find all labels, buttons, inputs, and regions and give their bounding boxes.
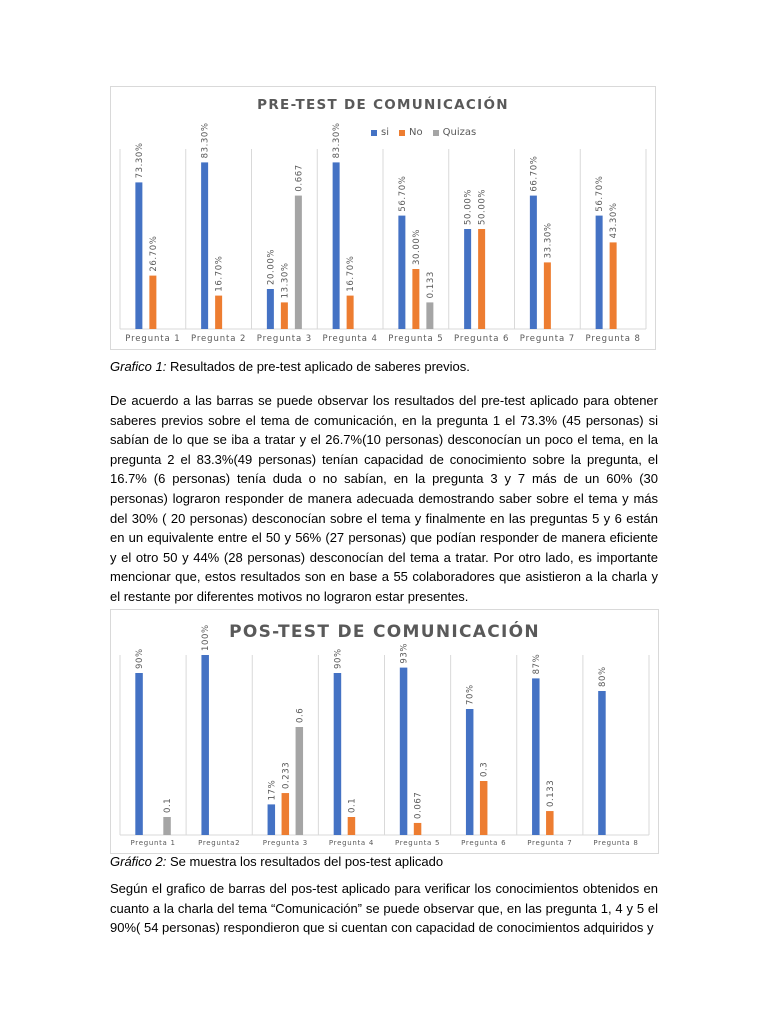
bar	[414, 823, 422, 835]
x-tick-label: Pregunta 8	[585, 334, 641, 344]
bar	[466, 709, 474, 835]
bar	[348, 817, 356, 835]
paragraph-1: De acuerdo a las barras se puede observar los resultados del pre-test aplicado para obtener saberes previos sobre el tema de comunicación, en la pregunta 1 el 73.3% (45 personas) si sabían de lo que se iba a tratar y el 26.7%(10 personas) desconocían un poco el tema, en la pregunta 2 el 83.3%(49 personas) tenían capacidad de conocimiento sobre la pregunta, el 16.7% (6 personas) tenía duda o no sabían, en la pregunta 3 y 7 más de un 60% (30 personas) lograron responder de manera adecuada demostrando saber sobre el tema y más del 30% ( 20 personas) desconocían sobre el tema y finalmente en las preguntas 5 y 6 están en un equivalente entre el 50 y 56% (27 personas) que podían responder de manera eficiente y el otro 50 y 44% (28 personas) desconocían del tema a tratar. Por otro lado, es importante mencionar que, estos resultados son en base a 55 colaboradores que asistieron a la charla y el restante por diferentes motivos no lograron estar presentes.	[110, 393, 658, 604]
data-label: 16.70%	[346, 255, 357, 292]
bar	[295, 196, 302, 329]
data-label: 0.3	[479, 761, 490, 777]
data-label: 83.30%	[200, 122, 211, 159]
x-tick-label: Pregunta 5	[394, 839, 441, 847]
bar	[464, 229, 471, 329]
data-label: 56.70%	[595, 175, 606, 212]
x-tick-label: Pregunta 2	[190, 334, 247, 344]
data-label: 50.00%	[477, 188, 488, 225]
bar	[267, 289, 274, 329]
data-label: 0.1	[163, 797, 174, 813]
data-label: 56.70%	[397, 175, 408, 212]
data-label: 30.00%	[411, 228, 422, 265]
data-label: 93%	[399, 642, 410, 664]
bar	[480, 781, 488, 835]
bar	[135, 182, 142, 329]
bar	[546, 811, 554, 835]
bar	[544, 262, 551, 329]
data-label: 0.133	[545, 779, 556, 808]
bar	[426, 302, 433, 329]
data-label: 16.70%	[214, 255, 225, 292]
caption-label: Grafico 1:	[110, 359, 167, 374]
data-label: 83.30%	[332, 122, 343, 159]
bar	[333, 162, 340, 329]
bar	[282, 793, 290, 835]
bar	[347, 296, 354, 329]
data-label: 0.233	[281, 761, 292, 790]
pre-test-chart	[110, 86, 656, 350]
figure2-caption	[110, 854, 443, 869]
pre-test-plot	[111, 87, 655, 349]
data-label: 33.30%	[543, 222, 554, 259]
bar	[201, 655, 209, 835]
bar	[281, 302, 288, 329]
x-tick-label: Pregunta2	[198, 839, 241, 847]
bar	[598, 691, 606, 835]
x-tick-label: Pregunta 8	[593, 839, 639, 847]
data-label: 0.667	[294, 164, 305, 192]
data-label: 66.70%	[529, 155, 540, 192]
caption-text: Se muestra los resultados del pos-test aplicado	[166, 854, 444, 869]
pos-test-chart	[110, 609, 659, 854]
bar	[530, 196, 537, 329]
bar	[215, 296, 222, 329]
data-label: 0.133	[425, 271, 436, 299]
x-tick-label: Pregunta 3	[256, 334, 313, 344]
data-label: 20.00%	[266, 248, 277, 285]
legend-label: Quizas	[442, 127, 477, 138]
bar	[149, 276, 156, 329]
bar	[201, 162, 208, 329]
data-label: 70%	[465, 684, 476, 705]
bar	[412, 269, 419, 329]
bar	[163, 817, 171, 835]
bar	[610, 242, 617, 329]
data-label: 43.30%	[609, 202, 620, 239]
bar	[532, 678, 540, 835]
bar	[296, 727, 304, 835]
figure1-caption	[110, 359, 470, 374]
chart-title: PRE-TEST DE COMUNICACIÓN	[257, 97, 509, 113]
caption-label: Gráfico 2:	[110, 854, 167, 869]
bar	[268, 804, 276, 835]
paragraph-2: Según el grafico de barras del pos-test aplicado para verificar los conocimientos obtenidos en cuanto a la charla del tema “Comunicación” se puede observar que, en las pregunta 1, 4 y 5 el 90%( 54 personas) respondieron que si cuentan con capacidad de conocimientos adquiridos y	[110, 881, 658, 936]
data-label: 0.067	[413, 791, 424, 819]
x-tick-label: Pregunta 7	[527, 839, 573, 847]
data-label: 0.1	[347, 797, 358, 813]
caption-text: Resultados de pre-test aplicado de saberes previos.	[166, 359, 470, 374]
x-tick-label: Pregunta 3	[262, 839, 308, 847]
legend-label: si	[381, 127, 389, 138]
data-label: 50.00%	[463, 188, 474, 225]
bar	[596, 216, 603, 329]
bar	[135, 673, 143, 835]
x-tick-label: Pregunta 4	[328, 839, 375, 847]
data-label: 100%	[201, 624, 212, 651]
legend-label: No	[409, 127, 423, 138]
x-tick-label: Pregunta 6	[453, 334, 510, 344]
data-label: 0.6	[295, 707, 306, 723]
x-tick-label: Pregunta 7	[519, 334, 576, 344]
chart-title: POS-TEST DE COMUNICACIÓN	[229, 622, 540, 642]
data-label: 80%	[597, 666, 608, 687]
data-label: 13.30%	[280, 262, 291, 299]
bar	[478, 229, 485, 329]
bar	[398, 216, 405, 329]
data-label: 73.30%	[134, 142, 145, 179]
data-label: 26.70%	[148, 235, 159, 272]
data-label: 90%	[333, 648, 344, 669]
x-tick-label: Pregunta 1	[125, 334, 181, 344]
pos-test-plot	[111, 610, 658, 853]
x-tick-label: Pregunta 1	[130, 839, 176, 847]
data-label: 87%	[531, 653, 542, 675]
x-tick-label: Pregunta 5	[388, 334, 444, 344]
bar	[400, 668, 408, 835]
bar	[334, 673, 342, 835]
x-tick-label: Pregunta 6	[461, 839, 507, 847]
data-label: 90%	[135, 648, 146, 669]
data-label: 17%	[267, 779, 278, 801]
x-tick-label: Pregunta 4	[322, 334, 378, 344]
